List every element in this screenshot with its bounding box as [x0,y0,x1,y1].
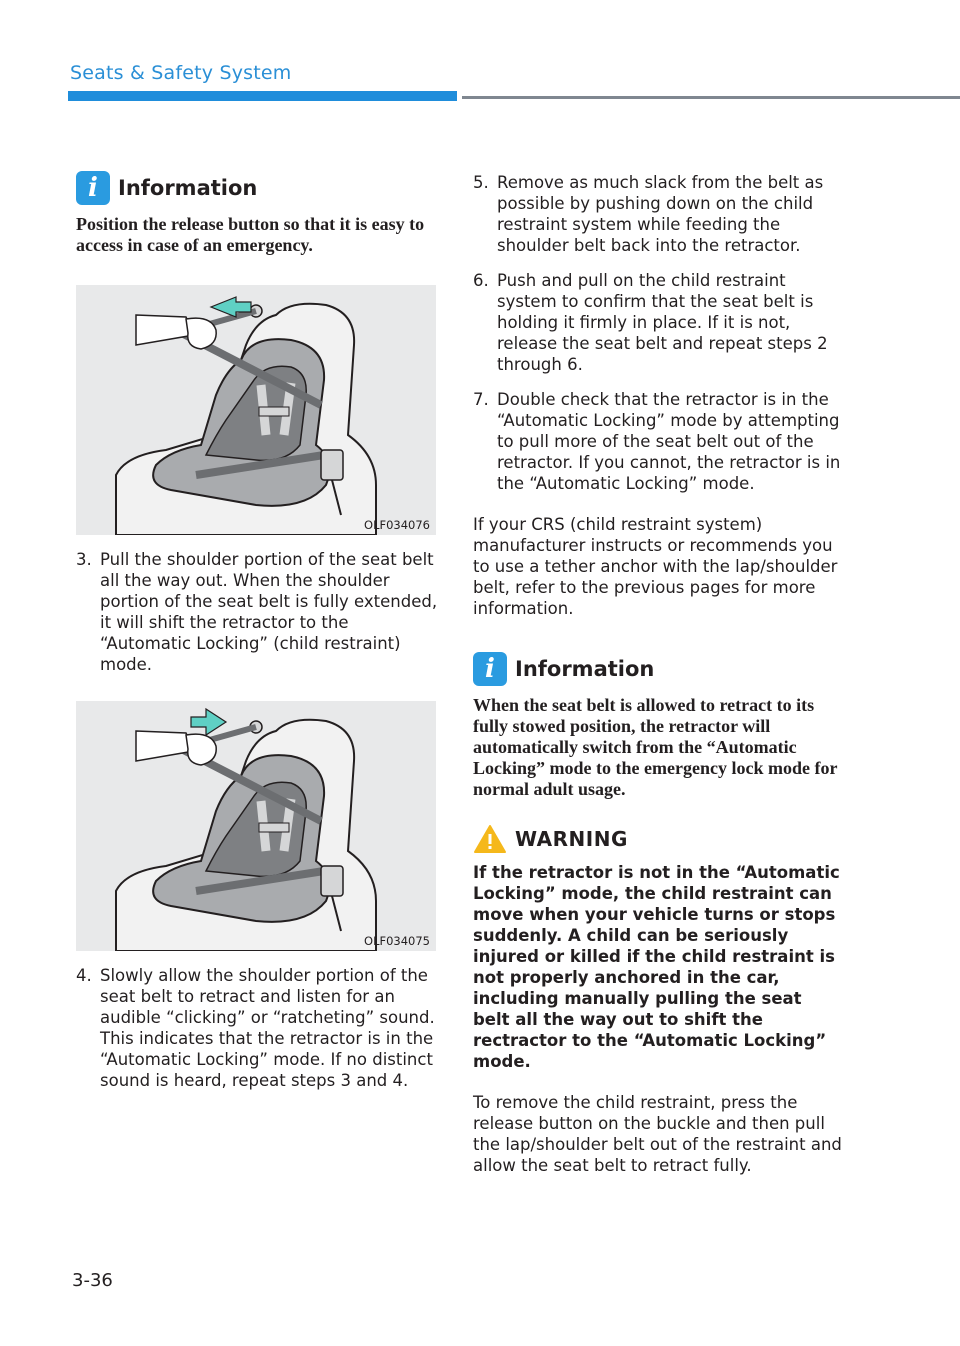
info-text: Position the release button so that it is easy to access in case of an emergency. [76,214,425,255]
right-column [473,172,843,1176]
step-4 [76,965,438,1091]
crs-tether-paragraph: If your CRS (child restraint system) manufacturer instructs or recommends you to use a tether anchor with the lap/shoulder belt, refer to the previous pages for more information. [473,515,838,618]
info-text: When the seat belt is allowed to retract to its fully stowed position, the retractor will automatically switch from the “Automatic Locking” mode to the emergency lock mode for normal adult usage. [473,695,838,799]
step-text: Double check that the retractor is in the “Automatic Locking” mode by attempting to pull more of the seat belt out of the retractor. If you cannot, the retractor is in the “Automatic Locking” mode. [497,390,841,493]
info-title: Information [515,657,655,681]
figure-pull-belt-out [76,285,436,535]
step-5 [473,172,843,256]
figure-code: OLF034076 [364,518,430,532]
step-7 [473,389,843,494]
step-number: 4. [76,966,92,985]
info-icon: i [76,171,110,205]
child-seat-illustration [76,701,436,951]
info-heading [473,649,843,689]
step-number: 6. [473,271,489,290]
step-6 [473,270,843,375]
info-icon: i [473,652,507,686]
warning-heading [473,822,843,856]
page-number: 3-36 [72,1270,113,1291]
step-text: Slowly allow the shoulder portion of the seat belt to retract and listen for an audible “clicking” or “ratcheting” sound. This indicates that the retractor is in the “Automatic Locking” mode. If no distinct sound is heard, repeat steps 3 and 4. [100,966,435,1090]
info-title: Information [118,176,258,200]
warning-text: If the retractor is not in the “Automatic Locking” mode, the child restraint can move when your vehicle turns or stops suddenly. A child can be seriously injured or killed if the child restraint is not properly anchored in the car, including manually pulling the seat belt all the way out to shift the rectractor to the “Automatic Locking” mode. [473,863,840,1071]
step-text: Pull the shoulder portion of the seat belt all the way out. When the shoulder portion of the seat belt is fully extended, it will shift the retractor to the “Automatic Locking” (child restraint) mode. [100,550,438,674]
step-number: 7. [473,390,489,409]
step-text: Push and pull on the child restraint system to confirm that the seat belt is holding it firmly in place. If it is not, release the seat belt and repeat steps 2 through 6. [497,271,828,374]
figure-belt-extended [76,701,436,951]
child-seat-illustration [76,285,436,535]
step-text: Remove as much slack from the belt as possible by pushing down on the child restraint system while feeding the shoulder belt back into the retractor. [497,173,824,255]
remove-restraint-paragraph: To remove the child restraint, press the release button on the buckle and then pull the lap/shoulder belt out of the restraint and allow the seat belt to retract fully. [473,1093,842,1175]
left-column [76,168,438,1091]
step-3 [76,549,438,675]
section-title: Seats & Safety System [70,62,292,84]
header-rule [462,96,960,99]
step-number: 3. [76,550,92,569]
warning-title: WARNING [515,827,628,851]
info-heading [76,168,438,208]
header-accent-bar [68,91,457,101]
step-number: 5. [473,173,489,192]
figure-code: OLF034075 [364,934,430,948]
warning-icon [473,824,507,854]
